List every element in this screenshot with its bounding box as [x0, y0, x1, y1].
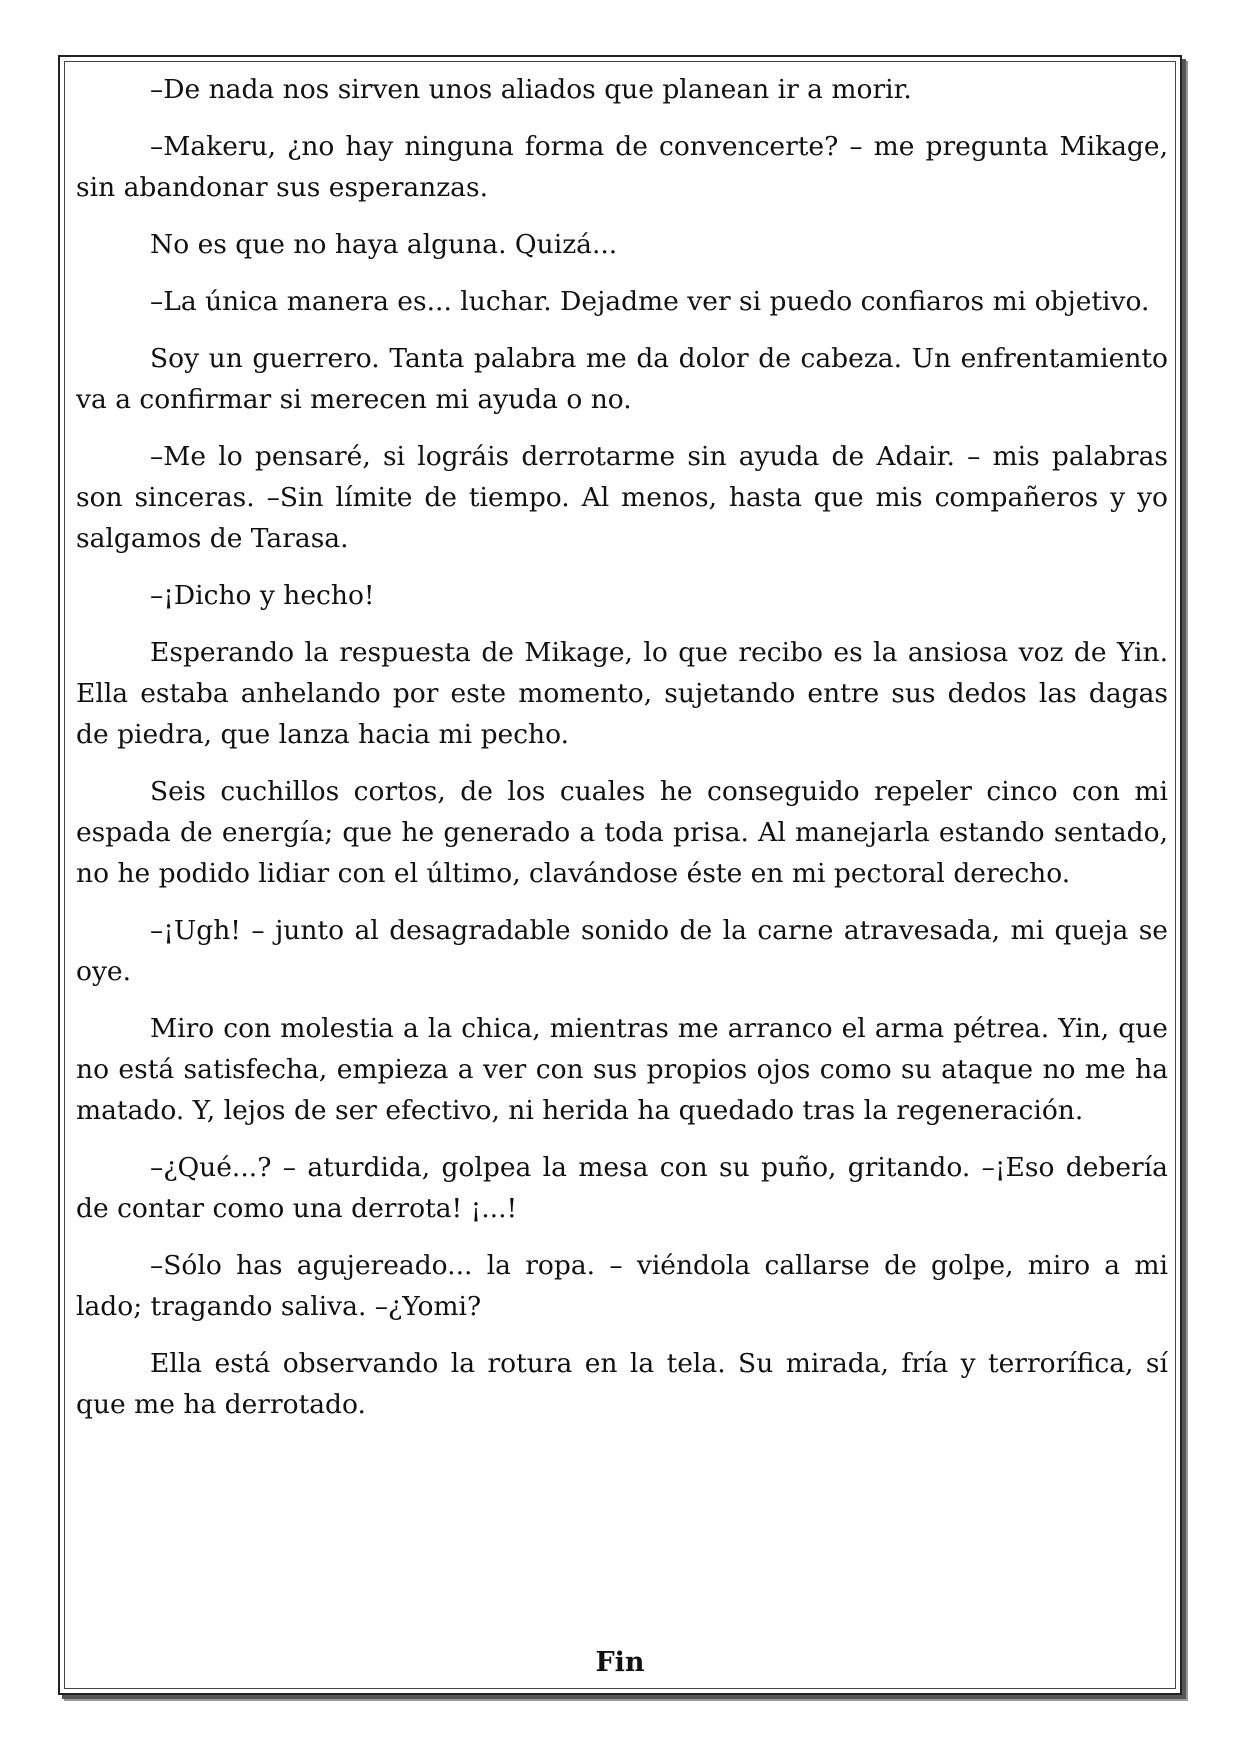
- paragraph: –¡Dicho y hecho!: [150, 580, 375, 611]
- paragraph: Miro con molestia a la chica, mientras me arranco el arma pétrea. Yin, que no está satisfecha, empieza a ver con sus propios ojos como su ataque no me ha matado. Y, lejos de ser efectivo, ni herida ha quedado tras la regeneración.: [76, 1013, 1168, 1126]
- paragraph: –Me lo pensaré, si lográis derrotarme sin ayuda de Adair. – mis palabras son sinceras. –Sin límite de tiempo. Al menos, hasta que mis compañeros y yo salgamos de Tarasa.: [76, 441, 1168, 554]
- paragraph: –¿Qué...? – aturdida, golpea la mesa con su puño, gritando. –¡Eso debería de contar como una derrota! ¡...!: [76, 1152, 1168, 1224]
- paragraph: –Makeru, ¿no hay ninguna forma de convencerte? – me pregunta Mikage, sin abandonar sus esperanzas.: [76, 131, 1168, 203]
- ending-label: Fin: [595, 1647, 645, 1678]
- page-frame: [58, 55, 1182, 1695]
- paragraph: –La única manera es... luchar. Dejadme ver si puedo confiaros mi objetivo.: [150, 286, 1150, 317]
- paragraph: Seis cuchillos cortos, de los cuales he conseguido repeler cinco con mi espada de energía; que he generado a toda prisa. Al manejarla estando sentado, no he podido lidiar con el último, clavándose éste en mi pectoral derecho.: [76, 776, 1168, 889]
- paragraph: –De nada nos sirven unos aliados que planean ir a morir.: [150, 74, 912, 105]
- body-text: [76, 69, 1168, 1441]
- paragraph: –Sólo has agujereado... la ropa. – viéndola callarse de golpe, miro a mi lado; tragando saliva. –¿Yomi?: [76, 1250, 1168, 1322]
- paragraph: –¡Ugh! – junto al desagradable sonido de la carne atravesada, mi queja se oye.: [76, 915, 1168, 987]
- paragraph: Esperando la respuesta de Mikage, lo que recibo es la ansiosa voz de Yin. Ella estaba anhelando por este momento, sujetando entre sus dedos las dagas de piedra, que lanza hacia mi pecho.: [76, 637, 1168, 750]
- paragraph: No es que no haya alguna. Quizá...: [150, 229, 618, 260]
- paragraph: Ella está observando la rotura en la tela. Su mirada, fría y terrorífica, sí que me ha derrotado.: [76, 1348, 1168, 1420]
- paragraph: Soy un guerrero. Tanta palabra me da dolor de cabeza. Un enfrentamiento va a confirmar si merecen mi ayuda o no.: [76, 343, 1168, 415]
